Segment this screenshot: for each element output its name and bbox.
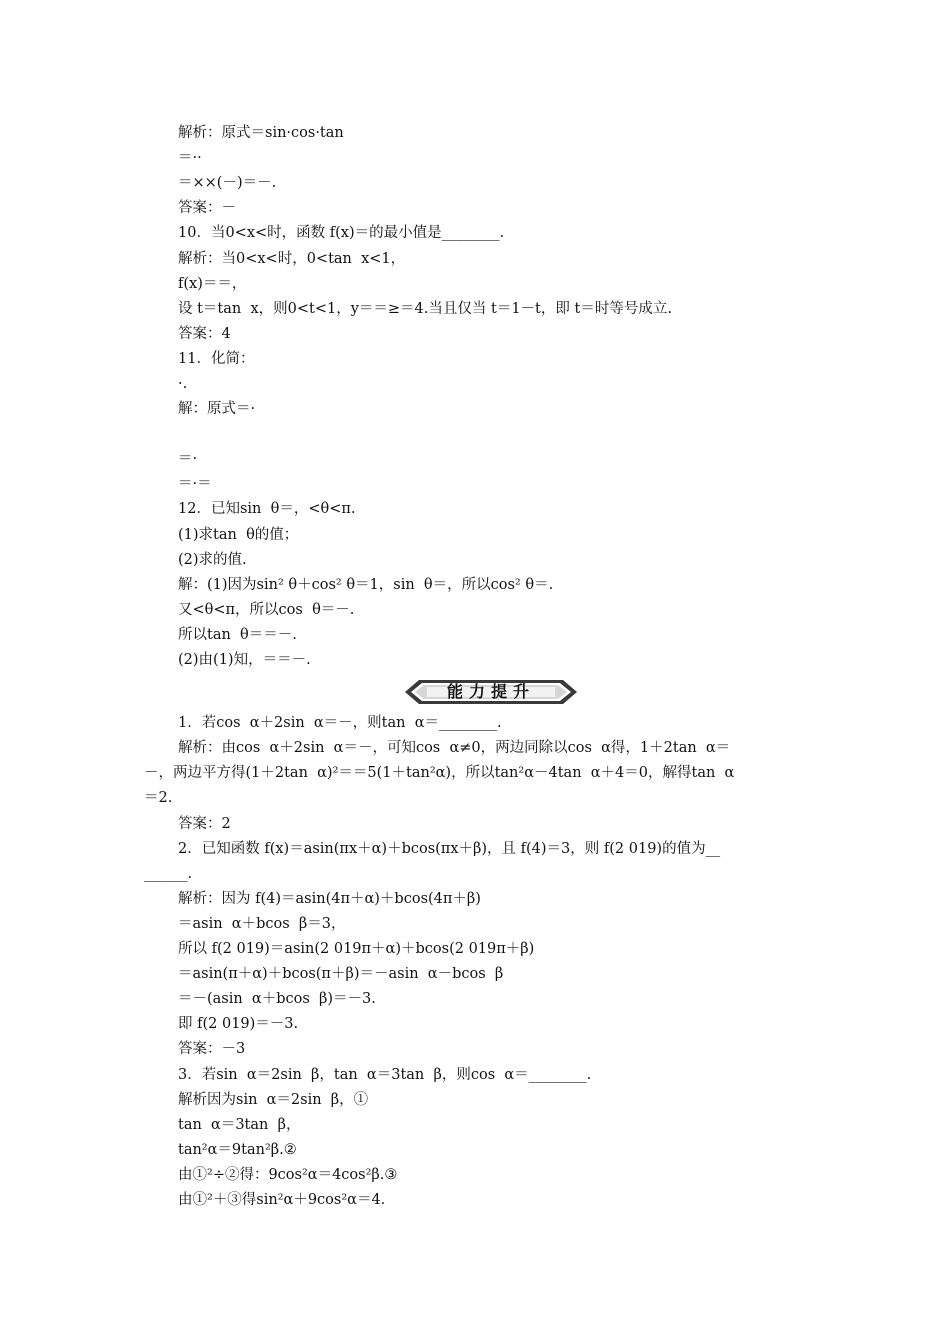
section-title: 能力提升 (446, 682, 535, 701)
text-line: ＝asin α＋bcos β＝3， (178, 916, 346, 932)
text-line: ＝· (178, 451, 198, 467)
text-line: ______. (144, 866, 193, 882)
text-line: 所以tan θ＝＝－. (178, 627, 297, 643)
text-line: 11．化简： (178, 351, 255, 367)
text-line: ＝·· (178, 150, 202, 166)
text-line: (2)求的值. (178, 552, 247, 568)
text-line: 解析：由cos α＋2sin α＝－，可知cos α≠0，两边同除以cos α得，1＋2tan α＝ (178, 740, 731, 756)
text-line: ＝××(－)＝－. (178, 175, 277, 191)
text-line: 解析：原式＝sin·cos·tan (178, 125, 344, 141)
text-line: 2．已知函数 f(x)＝asin(πx＋α)＋bcos(πx＋β)，且 f(4)＝3，则 f(2 019)的值为__ (178, 841, 721, 857)
text-line: 由①²÷②得：9cos²α＝4cos²β.③ (178, 1167, 398, 1183)
text-line: 10．当0<x<时，函数 f(x)＝的最小值是________. (178, 225, 505, 241)
text-line: 答案：2 (178, 816, 231, 832)
text-line: 答案：4 (178, 326, 231, 342)
text-line: ＝asin(π＋α)＋bcos(π＋β)＝－asin α－bcos β (178, 966, 504, 982)
text-line: 设 t＝tan x，则0<t<1，y＝＝≥＝4.当且仅当 t＝1－t，即 t＝时等号成立. (178, 301, 672, 317)
text-line: 答案：－ (178, 200, 236, 216)
section-banner (405, 678, 577, 706)
text-line: 解析：因为 f(4)＝asin(4π＋α)＋bcos(4π＋β) (178, 891, 481, 907)
text-line: 3．若sin α＝2sin β，tan α＝3tan β，则cos α＝________. (178, 1067, 592, 1083)
text-line: 解析因为sin α＝2sin β，① (178, 1092, 369, 1108)
text-line: (1)求tan θ的值； (178, 527, 299, 543)
text-line: －，两边平方得(1＋2tan α)²＝＝5(1＋tan²α)，所以tan²α－4tan α＋4＝0，解得tan α (144, 765, 735, 781)
text-line: tan α＝3tan β， (178, 1117, 301, 1133)
text-line: 解：原式＝· (178, 401, 256, 417)
text-line: 答案：－3 (178, 1041, 246, 1057)
text-line: f(x)＝＝， (178, 276, 247, 292)
text-line: 12．已知sin θ＝，<θ<π. (178, 501, 356, 517)
text-line: 解析：当0<x<时，0<tan x<1， (178, 251, 406, 267)
text-line: ＝·＝ (178, 476, 212, 492)
text-line: 解：(1)因为sin² θ＋cos² θ＝1，sin θ＝，所以cos² θ＝. (178, 577, 554, 593)
text-line: ·. (178, 376, 188, 392)
text-line: 1．若cos α＋2sin α＝－，则tan α＝________. (178, 715, 502, 731)
text-line: ＝2. (144, 790, 173, 806)
text-line: (2)由(1)知，＝＝－. (178, 652, 311, 668)
text-line: 即 f(2 019)＝－3. (178, 1016, 299, 1032)
text-line: 由①²＋③得sin²α＋9cos²α＝4. (178, 1192, 386, 1208)
text-line: 又<θ<π，所以cos θ＝－. (178, 602, 355, 618)
text-line: ＝－(asin α＋bcos β)＝－3. (178, 991, 376, 1007)
text-line: tan²α＝9tan²β.② (178, 1142, 297, 1158)
text-line: 所以 f(2 019)＝asin(2 019π＋α)＋bcos(2 019π＋β) (178, 941, 535, 957)
